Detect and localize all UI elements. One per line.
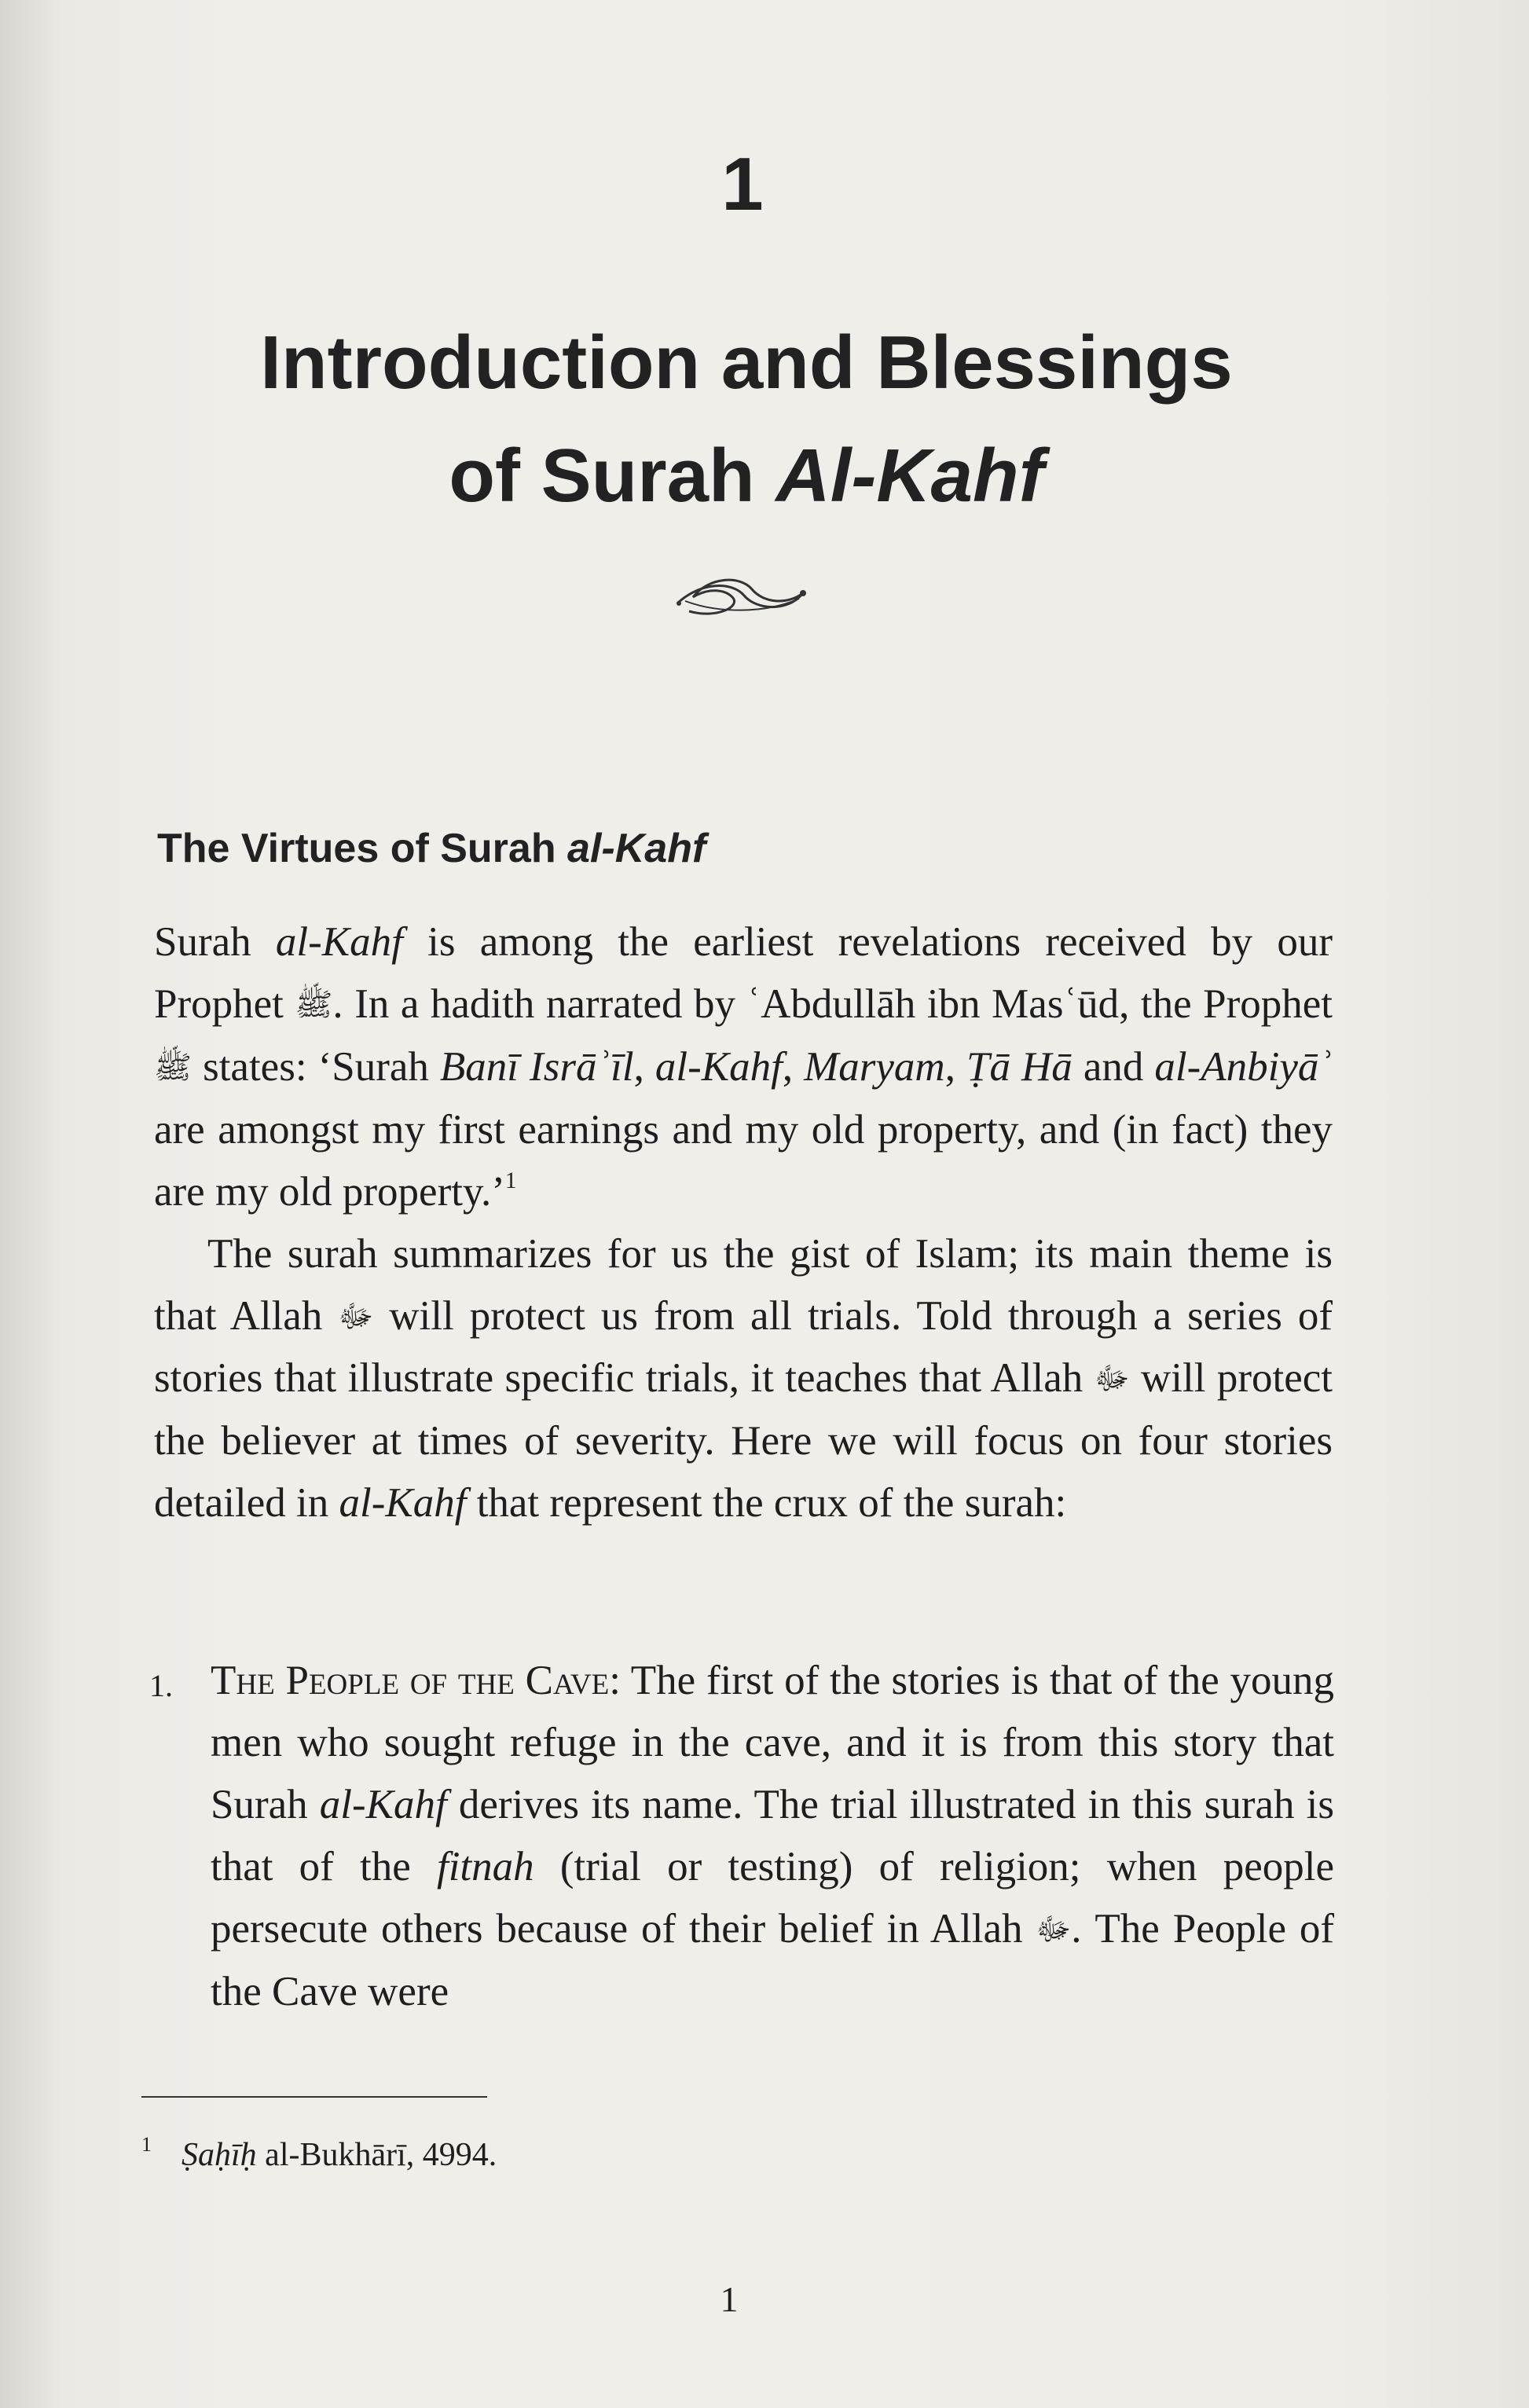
honorific-symbol: ﷻ	[1094, 1362, 1130, 1397]
footnote-number: 1	[141, 2133, 152, 2156]
flourish-ornament-icon	[669, 566, 811, 629]
honorific-symbol: ﷻ	[1036, 1911, 1072, 1947]
paragraph-1: Surah al-Kahf is among the earliest revelations received by our Prophet ﷺ. In a hadith narrated by ʿAbdullāh ibn Masʿūd, the Prophet ﷺ states: ‘Surah Banī Isrāʾīl, al-Kahf, Maryam, Ṭā Hā and al-Anbiyāʾ are amongst my first earnings and my old property, and (in fact) they are my old property.’$^1$	[154, 919, 1333, 1215]
chapter-title-italic: Al-Kahf	[776, 434, 1044, 518]
honorific-symbol: ﷻ	[338, 1299, 374, 1334]
honorific-symbol: ﷺ	[154, 1050, 192, 1085]
footnote-divider	[141, 2096, 487, 2098]
stories-list	[149, 1650, 1334, 2023]
paragraph-2: The surah summarizes for us the gist of Islam; its main theme is that Allah ﷻ will protect us from all trials. Told through a series of stories that illustrate specific trials, it teaches that Allah ﷻ will protect the believer at times of severity. Here we will focus on four stories detailed in al-Kahf that represent the crux of the surah:	[154, 1230, 1333, 1527]
list-item-text: The People of the Cave: The first of the stories is that of the young men who sought refuge in the cave, and it is from this story that Surah al-Kahf derives its name. The trial illustrated in this surah is that of the fitnah (trial or testing) of religion; when people persecute others because of their belief in Allah ﷻ. The People of the Cave were	[211, 1658, 1335, 2014]
section-heading: The Virtues of Surah al-Kahf	[157, 826, 706, 871]
chapter-title-line-2: of Surah	[449, 434, 776, 518]
body-text	[154, 911, 1333, 1534]
honorific-symbol: ﷺ	[295, 987, 333, 1022]
chapter-number: 1	[721, 142, 764, 226]
list-item-number: 1.	[149, 1668, 173, 1703]
chapter-title	[110, 306, 1383, 533]
list-item	[149, 1650, 1334, 2023]
page-number: 1	[720, 2279, 739, 2319]
footnote-reference: 1	[504, 1167, 517, 1193]
footnote: $^1$ Ṣaḥīḥ al-Bukhārī, 4994.	[141, 2133, 497, 2173]
chapter-title-line-1: Introduction and Blessings	[260, 321, 1233, 405]
